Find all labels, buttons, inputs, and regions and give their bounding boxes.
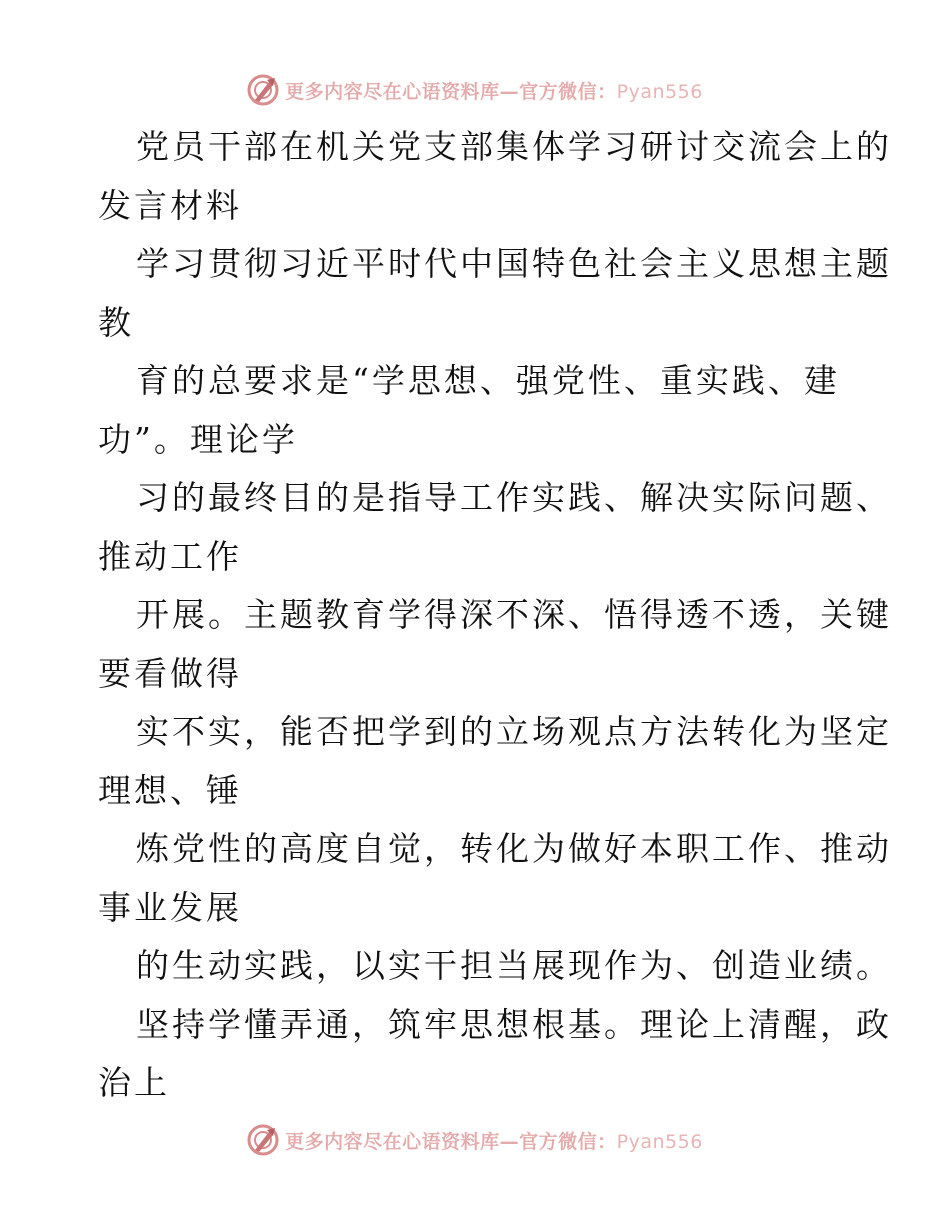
header-watermark-banner [0,70,950,110]
text-line: 坚持学懂弄通，筑牢思想根基。理论上清醒，政 [136,1004,892,1044]
text-line: 事业发展 [98,887,242,927]
watermark-caption: 更多内容尽在心语资料库—官方微信： [285,80,617,103]
text-line: 开展。主题教育学得深不深、悟得透不透，关键 [136,595,892,634]
text-line: 发言材料 [98,185,242,225]
text-line: 育的总要求是“学思想、强党性、重实践、建 [136,361,840,400]
text-line: 治上 [98,1063,170,1102]
text-line: 教 [98,302,134,342]
text-line: 学习贯彻习近平时代中国特色社会主义思想主题 [136,244,892,283]
footer-watermark-banner [0,1120,950,1160]
text-line: 炼党性的高度自觉，转化为做好本职工作、推动 [136,829,892,868]
text-line: 理想、锤 [98,770,242,810]
pen-logo-icon [247,1124,279,1156]
text-line: 功”。理论学 [98,419,298,459]
watermark-caption: 更多内容尽在心语资料库—官方微信： [285,1130,617,1153]
watermark-text [285,77,703,104]
wechat-id: Pyan556 [616,80,703,103]
text-line: 要看做得 [98,653,242,693]
pen-logo-icon [247,74,279,106]
text-line: 的生动实践，以实干担当展现作为、创造业绩。 [136,946,892,985]
watermark-text [285,1127,703,1154]
document-body [98,118,892,1113]
wechat-id: Pyan556 [616,1130,703,1153]
text-line: 推动工作 [98,536,242,576]
text-line: 党员干部在机关党支部集体学习研讨交流会上的 [136,127,892,166]
text-line: 实不实，能否把学到的立场观点方法转化为坚定 [136,712,892,751]
text-line: 习的最终目的是指导工作实践、解决实际问题、 [136,478,892,517]
